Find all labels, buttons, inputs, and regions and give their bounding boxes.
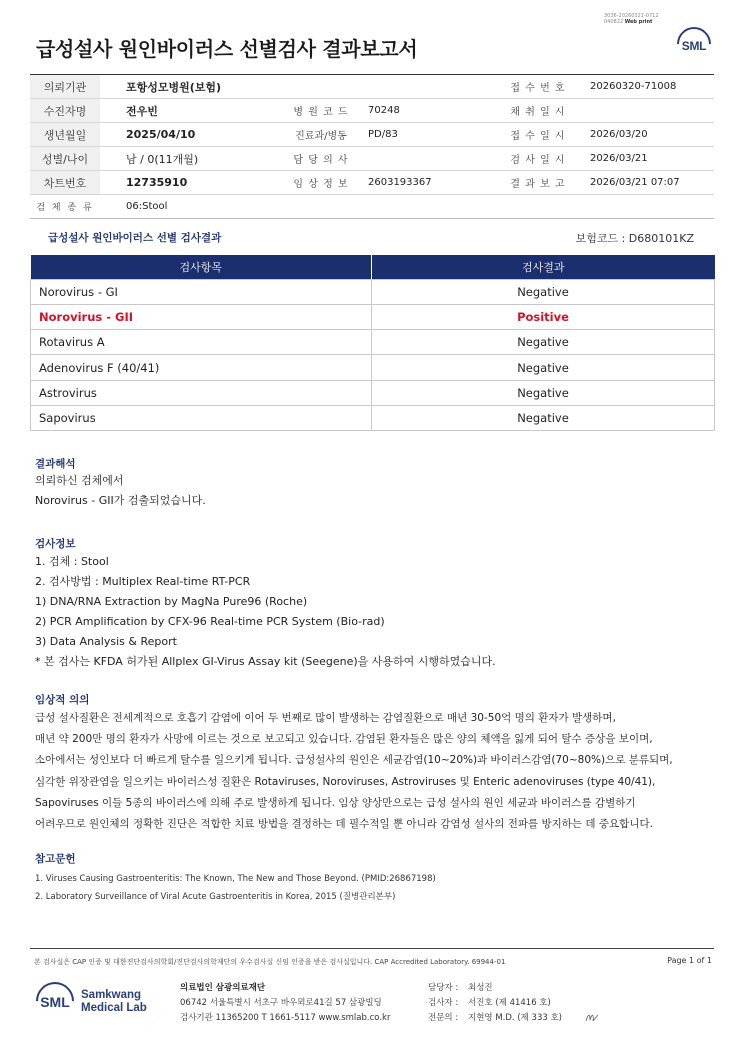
test-item-name: Sapovirus: [31, 405, 372, 430]
staff-label: 담당자 :: [428, 983, 459, 993]
interpretation-line: 의뢰하신 검체에서: [35, 474, 124, 487]
info-row: [30, 75, 714, 99]
clinical-line: 소아에서는 성인보다 더 빠르게 탈수를 일으키게 됩니다. 급성설사의 원인은 세균감염(10~20%)과 바이러스감염(70~80%)으로 분류되며,: [35, 754, 673, 767]
reference-item: 2. Laboratory Surveillance of Viral Acute Gastroenteritis in Korea, 2015 (질병관리본부): [35, 892, 396, 902]
label-received-date: 접 수 일 시: [500, 123, 576, 147]
org-address: 06742 서울특별시 서초구 바우뫼로41길 57 삼광빌딩: [180, 998, 382, 1008]
references-title: 참고문헌: [35, 853, 76, 865]
test-info-title: 검사정보: [35, 538, 76, 550]
value-result-report: 2026/03/21 07:07: [576, 171, 714, 195]
staff-row: [428, 996, 562, 1011]
label-birth-date: 생년월일: [30, 123, 100, 147]
label-specimen-type: 검 체 종 류: [30, 195, 100, 219]
staff-value: 최성진: [468, 983, 493, 993]
test-info-line: 1. 검체 : Stool: [35, 555, 109, 568]
brand-line1: Samkwang: [81, 989, 142, 1001]
table-row: [31, 380, 715, 405]
staff-label: 전문의 :: [428, 1013, 459, 1023]
brand-line2: Medical Lab: [81, 1002, 147, 1014]
footer-divider: [30, 948, 714, 949]
label-sex-age: 성별/나이: [30, 147, 100, 171]
test-item-name: Norovirus - GI: [31, 279, 372, 304]
interpretation-line: Norovirus - GII가 검출되었습니다.: [35, 494, 206, 507]
test-item-result: Negative: [372, 405, 715, 430]
test-item-result: Negative: [372, 380, 715, 405]
staff-value: 지현영 M.D. (제 333 호): [468, 1013, 563, 1023]
label-physician: 담 당 의 사: [278, 147, 364, 171]
test-info-line: 1) DNA/RNA Extraction by MagNa Pure96 (Roche): [35, 595, 308, 608]
test-item-name: Rotavirus A: [31, 330, 372, 355]
sml-logo-text: SML: [681, 39, 707, 53]
label-collection-date: 채 취 일 시: [500, 99, 576, 123]
test-item-result: Positive: [372, 304, 715, 329]
interpretation-title: 결과해석: [35, 458, 76, 470]
table-row: [31, 279, 715, 304]
test-item-name: Astrovirus: [31, 380, 372, 405]
test-info-line: 2. 검사방법 : Multiplex Real-time RT-PCR: [35, 575, 251, 588]
clinical-line: 어려우므로 원인체의 정확한 진단은 적합한 치료 방법을 결정하는 데 필수적일 뿐 아니라 감염성 설사의 전파를 방지하는 데 중요합니다.: [35, 818, 653, 831]
info-row: [30, 195, 714, 219]
label-chart-number: 차트번호: [30, 171, 100, 195]
org-name: 의료법인 삼광의료재단: [180, 983, 266, 993]
value-chart-number: 12735910: [100, 171, 278, 195]
samkwang-logo-icon: [36, 982, 154, 1020]
col-header-result: 검사결과: [372, 255, 715, 279]
value-birth-date: 2025/04/10: [100, 123, 278, 147]
test-info-text: [35, 552, 496, 672]
test-item-result: Negative: [372, 355, 715, 380]
label-requesting-institution: 의뢰기관: [30, 75, 100, 99]
value-received-date: 2026/03/20: [576, 123, 714, 147]
page-title: 급성설사 원인바이러스 선별검사 결과보고서: [36, 37, 418, 61]
samkwang-logo-sml: SML: [40, 994, 70, 1010]
staff-label: 검사자 :: [428, 998, 459, 1008]
test-item-result: Negative: [372, 330, 715, 355]
page-number: Page 1 of 1: [667, 956, 712, 965]
info-row: [30, 171, 714, 195]
signature-icon: [584, 1010, 600, 1024]
results-header-row: [31, 255, 715, 279]
references-list: [35, 870, 436, 906]
table-row: [31, 304, 715, 329]
insurance-code: 보험코드 : D680101KZ: [575, 232, 694, 245]
test-info-line: 3) Data Analysis & Report: [35, 635, 177, 648]
results-heading: 급성설사 원인바이러스 선별 검사결과: [48, 232, 222, 244]
print-id: [604, 13, 659, 25]
web-print-label: Web print: [624, 19, 653, 25]
value-department-ward: PD/83: [364, 123, 500, 147]
value-specimen-type: 06:Stool: [100, 195, 714, 219]
col-header-item: 검사항목: [31, 255, 372, 279]
reference-item: 1. Viruses Causing Gastroenteritis: The Known, The New and Those Beyond. (PMID:26867198): [35, 874, 436, 884]
label-patient-name: 수진자명: [30, 99, 100, 123]
test-item-name: Adenovirus F (40/41): [31, 355, 372, 380]
value-collection-date: [576, 99, 714, 123]
value-physician: [364, 147, 500, 171]
samkwang-brand-text: [81, 989, 147, 1015]
test-info-line: * 본 검사는 KFDA 허가된 Allplex GI-Virus Assay kit (Seegene)을 사용하여 시행하였습니다.: [35, 655, 496, 668]
value-hospital-code: 70248: [364, 99, 500, 123]
results-table: [30, 255, 715, 431]
value-patient-name: 전우빈: [100, 99, 278, 123]
value-test-date: 2026/03/21: [576, 147, 714, 171]
info-row: [30, 123, 714, 147]
label-hospital-code: 병 원 코 드: [278, 99, 364, 123]
label-result-report: 결 과 보 고: [500, 171, 576, 195]
interpretation-text: [35, 471, 206, 511]
clinical-title: 임상적 의의: [35, 694, 90, 706]
print-id-line2: 040822: [604, 19, 624, 25]
test-info-line: 2) PCR Amplification by CFX-96 Real-time PCR System (Bio-rad): [35, 615, 385, 628]
clinical-line: 매년 약 200만 명의 환자가 사망에 이르는 것으로 보고되고 있습니다. 감염된 환자들은 많은 양의 체액을 잃게 되어 탈수 증상을 보이며,: [35, 733, 653, 746]
staff-value: 서진호 (제 41416 호): [468, 998, 551, 1008]
clinical-text: [35, 708, 673, 835]
organization-info: [180, 981, 390, 1026]
accreditation-note: 본 검사실은 CAP 인증 및 대한진단검사의학회/진단검사의학재단의 우수검사실 신임 인증을 받은 검사실입니다. CAP Accredited Laboratory. 69944-01: [34, 958, 506, 966]
sml-logo-icon: [674, 24, 714, 64]
value-sex-age: 남 / 0(11개월): [100, 147, 278, 171]
staff-row: [428, 1011, 562, 1026]
value-accession-number: 20260320-71008: [576, 75, 714, 99]
test-item-name: Norovirus - GII: [31, 304, 372, 329]
label-department-ward: 진료과/병동: [278, 123, 364, 147]
label-clinical-info: 임 상 정 보: [278, 171, 364, 195]
clinical-line: 급성 설사질환은 전세계적으로 호흡기 감염에 이어 두 번째로 많이 발생하는 감염질환으로 매년 30-50억 명의 환자가 발생하며,: [35, 712, 616, 724]
label-accession-number: 접 수 번 호: [500, 75, 576, 99]
table-row: [31, 330, 715, 355]
staff-info: [428, 981, 562, 1026]
clinical-line: 심각한 위장관염을 일으키는 바이러스성 질환은 Rotaviruses, Noroviruses, Astroviruses 및 Enteric adenoviruses (type 40/41),: [35, 775, 656, 788]
value-clinical-info: 2603193367: [364, 171, 500, 195]
staff-row: [428, 981, 562, 996]
print-id-line1: 3036-20260321-0712: [604, 13, 659, 19]
value-requesting-institution: 포항성모병원(보험): [100, 75, 500, 99]
table-row: [31, 355, 715, 380]
clinical-line: Sapoviruses 이들 5종의 바이러스에 의해 주로 발생하게 됩니다. 임상 양상만으로는 급성 설사의 원인 세균과 바이러스를 감별하기: [35, 796, 636, 809]
info-row: [30, 147, 714, 171]
patient-info-table: [30, 74, 714, 219]
info-row: [30, 99, 714, 123]
test-item-result: Negative: [372, 279, 715, 304]
label-test-date: 검 사 일 시: [500, 147, 576, 171]
table-row: [31, 405, 715, 430]
org-contact: 검사기관 11365200 T 1661-5117 www.smlab.co.kr: [180, 1013, 391, 1023]
